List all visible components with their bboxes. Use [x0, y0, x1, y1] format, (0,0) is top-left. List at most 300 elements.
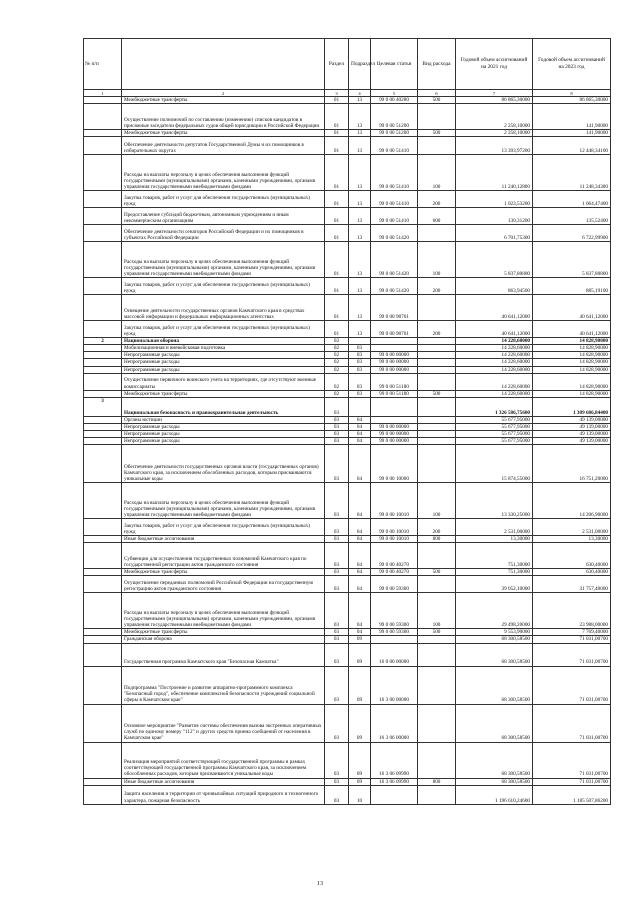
razdel-cell: 03 [325, 569, 349, 576]
row-name-cell: Осуществление первичного воинского учета на территориях, где отсутствуют военные комиссариаты [122, 373, 325, 390]
amount-2021-cell: 68 300,58500 [456, 636, 533, 643]
header-target-article: Целевая статья [371, 39, 418, 90]
row-number-cell [84, 137, 122, 155]
target-article-cell [371, 397, 418, 416]
target-article-cell: 99 0 00 51410 [371, 208, 418, 225]
row-name-cell: Расходы на выплаты персоналу в целях обеспечения выполнения функций государственными (муниципальными) органами, казенными учреждениями, органами управления государственными внебюджетными фондами [122, 242, 325, 278]
column-index-row [84, 90, 611, 97]
table-row [84, 97, 611, 104]
row-number-cell [84, 390, 122, 397]
amount-2023-cell: 71 031,00700 [533, 666, 611, 704]
row-number-cell [84, 97, 122, 104]
razdel-cell: 03 [325, 543, 349, 569]
table-row [84, 519, 611, 536]
index-cell: 4 [349, 90, 371, 97]
row-number-cell: 3 [84, 397, 122, 416]
target-article-cell: 99 0 00 40270 [371, 543, 418, 569]
amount-2021-cell: 130,31200 [456, 208, 533, 225]
table-row [84, 137, 611, 155]
podrazdel-cell: 04 [349, 423, 371, 430]
row-number-cell [84, 295, 122, 321]
podrazdel-cell [349, 338, 371, 345]
amount-2021-cell: 14 228,60000 [456, 390, 533, 397]
table-row [84, 373, 611, 390]
target-article-cell: 99 0 00 51200 [371, 130, 418, 137]
expense-type-cell: 500 [418, 97, 456, 104]
row-number-cell [84, 430, 122, 437]
amount-2021-cell: 14 228,60000 [456, 373, 533, 390]
razdel-cell: 03 [325, 423, 349, 430]
razdel-cell: 03 [325, 593, 349, 629]
podrazdel-cell: 03 [349, 366, 371, 373]
header-name [122, 39, 325, 90]
table-row [84, 704, 611, 742]
podrazdel-cell: 13 [349, 191, 371, 208]
expense-type-cell: 100 [418, 242, 456, 278]
razdel-cell: 03 [325, 704, 349, 742]
row-number-cell [84, 155, 122, 191]
podrazdel-cell: 04 [349, 430, 371, 437]
target-article-cell: 16 0 00 00000 [371, 643, 418, 666]
expense-type-cell [418, 430, 456, 437]
amount-2021-cell: 14 228,60000 [456, 359, 533, 366]
podrazdel-cell: 13 [349, 97, 371, 104]
amount-2023-cell: 49 139,00000 [533, 438, 611, 445]
header-razdel: Раздел [325, 39, 349, 90]
target-article-cell: 99 0 00 51180 [371, 373, 418, 390]
podrazdel-cell: 13 [349, 295, 371, 321]
razdel-cell: 02 [325, 373, 349, 390]
row-name-cell: Непрограммные расходы [122, 359, 325, 366]
header-expense-type: Вид расхода [418, 39, 456, 90]
row-number-cell [84, 104, 122, 130]
target-article-cell: 99 0 00 59300 [371, 576, 418, 593]
row-number-cell [84, 643, 122, 666]
row-name-cell: Непрограммные расходы [122, 352, 325, 359]
amount-2021-cell: 14 228,60000 [456, 338, 533, 345]
header-amount-2023: Годовой объем ассигнований на 2023 год [533, 39, 611, 90]
row-name-cell: Межбюджетные трансферты [122, 390, 325, 397]
amount-2023-cell: 11 248,34300 [533, 155, 611, 191]
razdel-cell: 02 [325, 390, 349, 397]
razdel-cell: 03 [325, 397, 349, 416]
row-number-cell [84, 778, 122, 785]
podrazdel-cell: 04 [349, 543, 371, 569]
razdel-cell: 03 [325, 576, 349, 593]
expense-type-cell [418, 445, 456, 483]
budget-table-sheet [83, 38, 610, 805]
table-row [84, 130, 611, 137]
index-cell: 1 [84, 90, 122, 97]
row-number-cell [84, 416, 122, 423]
podrazdel-cell: 04 [349, 519, 371, 536]
razdel-cell: 03 [325, 519, 349, 536]
target-article-cell: 99 0 00 51420 [371, 225, 418, 242]
podrazdel-cell: 13 [349, 137, 371, 155]
row-number-cell [84, 629, 122, 636]
expense-type-cell: 100 [418, 593, 456, 629]
table-row [84, 225, 611, 242]
amount-2023-cell: 6 722,99900 [533, 225, 611, 242]
row-name-cell: Обеспечение деятельности депутатов Государственной Думы и их помощников в избирательных округах [122, 137, 325, 155]
amount-2021-cell: 1 196 610,24600 [456, 785, 533, 804]
razdel-cell: 02 [325, 338, 349, 345]
expense-type-cell [418, 104, 456, 130]
table-row [84, 536, 611, 543]
table-row [84, 295, 611, 321]
razdel-cell: 03 [325, 636, 349, 643]
table-body [84, 90, 611, 805]
razdel-cell: 03 [325, 416, 349, 423]
razdel-cell: 01 [325, 130, 349, 137]
row-name-cell: Межбюджетные трансферты [122, 130, 325, 137]
amount-2023-cell: 71 031,00700 [533, 742, 611, 778]
row-number-cell [84, 208, 122, 225]
row-name-cell: Подпрограмма "Построение и развитие аппаратно-программного комплекса "Безопасный город", обеспечение комплексной безопасности учреждений социальной сферы в Камчатском крае" [122, 666, 325, 704]
expense-type-cell: 500 [418, 130, 456, 137]
target-article-cell: 16 3 00 00000 [371, 666, 418, 704]
expense-type-cell: 500 [418, 390, 456, 397]
row-name-cell: Обеспечение деятельности сенаторов Российской Федерации и их помощников в субъектах Российской Федерации [122, 225, 325, 242]
razdel-cell: 01 [325, 321, 349, 338]
podrazdel-cell: 13 [349, 155, 371, 191]
row-name-cell: Непрограммные расходы [122, 423, 325, 430]
table-row [84, 445, 611, 483]
amount-2023-cell: 14 828,90000 [533, 352, 611, 359]
razdel-cell: 01 [325, 104, 349, 130]
row-name-cell: Закупка товаров, работ и услуг для обеспечения государственных (муниципальных) нужд [122, 191, 325, 208]
table-row [84, 155, 611, 191]
target-article-cell: 99 0 00 51410 [371, 137, 418, 155]
row-number-cell [84, 278, 122, 295]
amount-2021-cell: 1 023,53200 [456, 191, 533, 208]
amount-2021-cell: 5 837,80800 [456, 242, 533, 278]
target-article-cell: 99 0 00 98701 [371, 295, 418, 321]
amount-2023-cell: 49 139,00000 [533, 423, 611, 430]
podrazdel-cell: 04 [349, 416, 371, 423]
row-number-cell [84, 636, 122, 643]
row-number-cell [84, 569, 122, 576]
row-number-cell [84, 576, 122, 593]
razdel-cell: 02 [325, 359, 349, 366]
razdel-cell: 03 [325, 629, 349, 636]
row-name-cell: Национальная безопасность и правоохранительная деятельность [122, 397, 325, 416]
podrazdel-cell: 03 [349, 345, 371, 352]
expense-type-cell [418, 225, 456, 242]
amount-2023-cell: 49 139,00000 [533, 416, 611, 423]
amount-2021-cell: 68 300,58500 [456, 742, 533, 778]
target-article-cell [371, 345, 418, 352]
row-number-cell: 2 [84, 338, 122, 345]
amount-2021-cell: 2 531,00000 [456, 519, 533, 536]
expense-type-cell [418, 352, 456, 359]
row-number-cell [84, 366, 122, 373]
amount-2023-cell: 71 031,00700 [533, 643, 611, 666]
razdel-cell: 01 [325, 242, 349, 278]
razdel-cell: 02 [325, 345, 349, 352]
amount-2021-cell: 6 701,75300 [456, 225, 533, 242]
amount-2023-cell: 14 828,90000 [533, 345, 611, 352]
amount-2023-cell: 630,40000 [533, 569, 611, 576]
amount-2023-cell: 71 031,00700 [533, 636, 611, 643]
row-name-cell: Национальная оборона [122, 338, 325, 345]
header-podrazdel: Подраздел [349, 39, 371, 90]
podrazdel-cell: 03 [349, 373, 371, 390]
expense-type-cell [418, 338, 456, 345]
target-article-cell [371, 636, 418, 643]
razdel-cell: 03 [325, 742, 349, 778]
expense-type-cell [418, 397, 456, 416]
target-article-cell: 99 0 00 00000 [371, 438, 418, 445]
amount-2023-cell: 14 828,90000 [533, 373, 611, 390]
razdel-cell: 02 [325, 366, 349, 373]
amount-2021-cell: 13 393,97200 [456, 137, 533, 155]
podrazdel-cell: 09 [349, 636, 371, 643]
expense-type-cell [418, 438, 456, 445]
target-article-cell: 99 0 00 51410 [371, 155, 418, 191]
amount-2021-cell: 863,94500 [456, 278, 533, 295]
amount-2021-cell: 2 258,10000 [456, 130, 533, 137]
razdel-cell: 03 [325, 643, 349, 666]
amount-2021-cell: 9 553,90000 [456, 629, 533, 636]
podrazdel-cell: 03 [349, 390, 371, 397]
row-name-cell: Защита населения и территории от чрезвычайных ситуаций природного и техногенного характера, пожарная безопасность [122, 785, 325, 804]
row-number-cell [84, 242, 122, 278]
target-article-cell [371, 416, 418, 423]
row-name-cell: Расходы на выплаты персоналу в целях обеспечения выполнения функций государственными (муниципальными) органами, казенными учреждениями, органами управления государственными внебюджетными фондами [122, 483, 325, 519]
table-row [84, 438, 611, 445]
target-article-cell: 99 0 00 51410 [371, 191, 418, 208]
amount-2023-cell: 630,40000 [533, 543, 611, 569]
row-number-cell [84, 321, 122, 338]
amount-2023-cell: 16 751,20000 [533, 445, 611, 483]
expense-type-cell: 500 [418, 569, 456, 576]
target-article-cell: 99 0 00 40280 [371, 97, 418, 104]
row-name-cell: Закупка товаров, работ и услуг для обеспечения государственных (муниципальных) нужд [122, 278, 325, 295]
amount-2021-cell: 55 677,95000 [456, 438, 533, 445]
amount-2023-cell: 40 641,12000 [533, 321, 611, 338]
expense-type-cell [418, 543, 456, 569]
table-row [84, 629, 611, 636]
expense-type-cell: 500 [418, 629, 456, 636]
target-article-cell: 99 0 00 10010 [371, 483, 418, 519]
amount-2023-cell: 141,90000 [533, 130, 611, 137]
amount-2023-cell: 71 031,00700 [533, 778, 611, 785]
expense-type-cell [418, 704, 456, 742]
amount-2023-cell: 1 309 686,84400 [533, 397, 611, 416]
podrazdel-cell: 13 [349, 104, 371, 130]
row-name-cell: Реализация мероприятий соответствующей государственной программы в рамках соответствующей государственной программы Камчатского края, за исключением обособленных расходов, которым присваиваются уникальные коды [122, 742, 325, 778]
amount-2021-cell: 68 300,58500 [456, 666, 533, 704]
amount-2021-cell: 40 641,12000 [456, 295, 533, 321]
amount-2021-cell: 2 258,10000 [456, 104, 533, 130]
table-row [84, 430, 611, 437]
row-number-cell [84, 666, 122, 704]
table-row [84, 242, 611, 278]
razdel-cell: 01 [325, 155, 349, 191]
row-name-cell: Закупка товаров, работ и услуг для обеспечения государственных (муниципальных) нужд [122, 519, 325, 536]
table-header-row [84, 39, 611, 90]
amount-2023-cell: 141,90000 [533, 104, 611, 130]
expense-type-cell [418, 373, 456, 390]
razdel-cell: 01 [325, 137, 349, 155]
row-name-cell: Основное мероприятие "Развитие системы обеспечения вызова экстренных оперативных служб по единому номеру "112" и других средств приема сообщений от населения в Камчатском крае" [122, 704, 325, 742]
amount-2021-cell: 15 874,55000 [456, 445, 533, 483]
amount-2023-cell: 14 206,90000 [533, 483, 611, 519]
amount-2023-cell: 14 828,90000 [533, 366, 611, 373]
target-article-cell: 99 0 00 00000 [371, 359, 418, 366]
expense-type-cell: 800 [418, 778, 456, 785]
amount-2023-cell: 2 531,00000 [533, 519, 611, 536]
amount-2021-cell: 14 228,60000 [456, 366, 533, 373]
podrazdel-cell: 13 [349, 225, 371, 242]
razdel-cell: 01 [325, 97, 349, 104]
amount-2021-cell: 751,30000 [456, 569, 533, 576]
row-name-cell: Освещение деятельности государственных органов Камчатского края в средствах массовой информации и федеральных информационных агентствах [122, 295, 325, 321]
expense-type-cell [418, 366, 456, 373]
podrazdel-cell: 13 [349, 130, 371, 137]
amount-2021-cell: 751,30000 [456, 543, 533, 569]
podrazdel-cell: 09 [349, 643, 371, 666]
expense-type-cell [418, 423, 456, 430]
target-article-cell: 99 0 00 10010 [371, 519, 418, 536]
target-article-cell: 99 0 00 98701 [371, 321, 418, 338]
row-name-cell: Межбюджетные трансферты [122, 629, 325, 636]
amount-2021-cell: 68 300,58500 [456, 643, 533, 666]
podrazdel-cell: 10 [349, 785, 371, 804]
expense-type-cell [418, 359, 456, 366]
table-row [84, 643, 611, 666]
target-article-cell: 99 0 00 00000 [371, 423, 418, 430]
table-row [84, 666, 611, 704]
razdel-cell: 03 [325, 536, 349, 543]
amount-2023-cell: 1 064,47400 [533, 191, 611, 208]
amount-2021-cell: 29 498,20000 [456, 593, 533, 629]
row-name-cell: Расходы на выплаты персоналу в целях обеспечения выполнения функций государственными (муниципальными) органами, казенными учреждениями, органами управления государственными внебюджетными фондами [122, 593, 325, 629]
expense-type-cell: 800 [418, 536, 456, 543]
podrazdel-cell: 04 [349, 569, 371, 576]
target-article-cell: 16 3 06 09990 [371, 778, 418, 785]
podrazdel-cell: 04 [349, 483, 371, 519]
expense-type-cell [418, 295, 456, 321]
target-article-cell: 99 0 00 40270 [371, 569, 418, 576]
table-row [84, 416, 611, 423]
amount-2021-cell: 1 326 586,75600 [456, 397, 533, 416]
amount-2021-cell: 40 641,12000 [456, 321, 533, 338]
expense-type-cell: 100 [418, 483, 456, 519]
row-name-cell: Осуществление переданных полномочий Российской Федерации на государственную регистрацию актов гражданского состояния [122, 576, 325, 593]
razdel-cell: 01 [325, 225, 349, 242]
target-article-cell: 99 0 00 51420 [371, 278, 418, 295]
amount-2023-cell: 40 641,12000 [533, 295, 611, 321]
podrazdel-cell: 09 [349, 778, 371, 785]
table-row [84, 576, 611, 593]
target-article-cell: 99 0 00 10000 [371, 445, 418, 483]
target-article-cell: 99 0 00 00000 [371, 430, 418, 437]
target-article-cell: 99 0 00 51200 [371, 104, 418, 130]
amount-2023-cell: 14 828,90000 [533, 359, 611, 366]
table-row [84, 104, 611, 130]
row-number-cell [84, 225, 122, 242]
amount-2023-cell: 12 448,34100 [533, 137, 611, 155]
expense-type-cell [418, 636, 456, 643]
amount-2021-cell: 68 300,58500 [456, 778, 533, 785]
amount-2021-cell: 55 677,95000 [456, 423, 533, 430]
table-row [84, 593, 611, 629]
row-number-cell [84, 785, 122, 804]
amount-2021-cell: 13 330,25000 [456, 483, 533, 519]
podrazdel-cell: 09 [349, 666, 371, 704]
table-row [84, 397, 611, 416]
razdel-cell: 03 [325, 778, 349, 785]
expense-type-cell: 200 [418, 191, 456, 208]
amount-2023-cell: 7 769,40000 [533, 629, 611, 636]
row-number-cell [84, 445, 122, 483]
razdel-cell: 01 [325, 191, 349, 208]
amount-2023-cell: 1 185 507,86200 [533, 785, 611, 804]
amount-2021-cell: 14 228,60000 [456, 352, 533, 359]
amount-2023-cell: 13,30000 [533, 536, 611, 543]
target-article-cell [371, 338, 418, 345]
row-number-cell [84, 742, 122, 778]
row-name-cell: Межбюджетные трансферты [122, 569, 325, 576]
expense-type-cell [418, 666, 456, 704]
target-article-cell: 99 0 00 51420 [371, 242, 418, 278]
row-name-cell: Межбюджетные трансферты [122, 97, 325, 104]
expense-type-cell [418, 576, 456, 593]
expense-type-cell: 200 [418, 519, 456, 536]
expense-type-cell: 100 [418, 155, 456, 191]
header-num: № п/п [84, 39, 122, 90]
podrazdel-cell: 09 [349, 704, 371, 742]
target-article-cell [371, 785, 418, 804]
row-name-cell: Непрограммные расходы [122, 438, 325, 445]
expense-type-cell [418, 785, 456, 804]
table-row [84, 778, 611, 785]
podrazdel-cell: 13 [349, 208, 371, 225]
razdel-cell: 03 [325, 438, 349, 445]
table-row [84, 338, 611, 345]
amount-2021-cell: 68 300,58500 [456, 704, 533, 742]
amount-2023-cell: 5 837,80800 [533, 242, 611, 278]
row-number-cell [84, 519, 122, 536]
podrazdel-cell: 13 [349, 321, 371, 338]
podrazdel-cell: 04 [349, 536, 371, 543]
index-cell: 8 [533, 90, 611, 97]
target-article-cell: 99 0 00 59300 [371, 593, 418, 629]
row-name-cell: Обеспечение деятельности государственных органов власти (государственных органов) Камчатского края, за исключением обособленных расходов, которым присваиваются уникальные коды [122, 445, 325, 483]
razdel-cell: 01 [325, 295, 349, 321]
amount-2023-cell: 49 139,00000 [533, 430, 611, 437]
expense-type-cell: 200 [418, 321, 456, 338]
row-name-cell: Органы юстиции [122, 416, 325, 423]
razdel-cell: 03 [325, 430, 349, 437]
target-article-cell: 16 3 06 00000 [371, 704, 418, 742]
target-article-cell: 99 0 00 00000 [371, 352, 418, 359]
podrazdel-cell: 04 [349, 576, 371, 593]
row-name-cell: Субвенции для осуществления государственных полномочий Камчатского края по государственной регистрации актов гражданского состояния [122, 543, 325, 569]
amount-2023-cell: 14 828,90000 [533, 390, 611, 397]
amount-2023-cell: 885,19100 [533, 278, 611, 295]
row-name-cell: Осуществление полномочий по составлению (изменению) списков кандидатов в присяжные заседатели федеральных судов общей юрисдикции в Российской Федерации [122, 104, 325, 130]
razdel-cell: 01 [325, 278, 349, 295]
table-row [84, 366, 611, 373]
expense-type-cell: 600 [418, 208, 456, 225]
table-row [84, 208, 611, 225]
index-cell: 6 [418, 90, 456, 97]
table-row [84, 321, 611, 338]
row-name-cell: Гражданская оборона [122, 636, 325, 643]
